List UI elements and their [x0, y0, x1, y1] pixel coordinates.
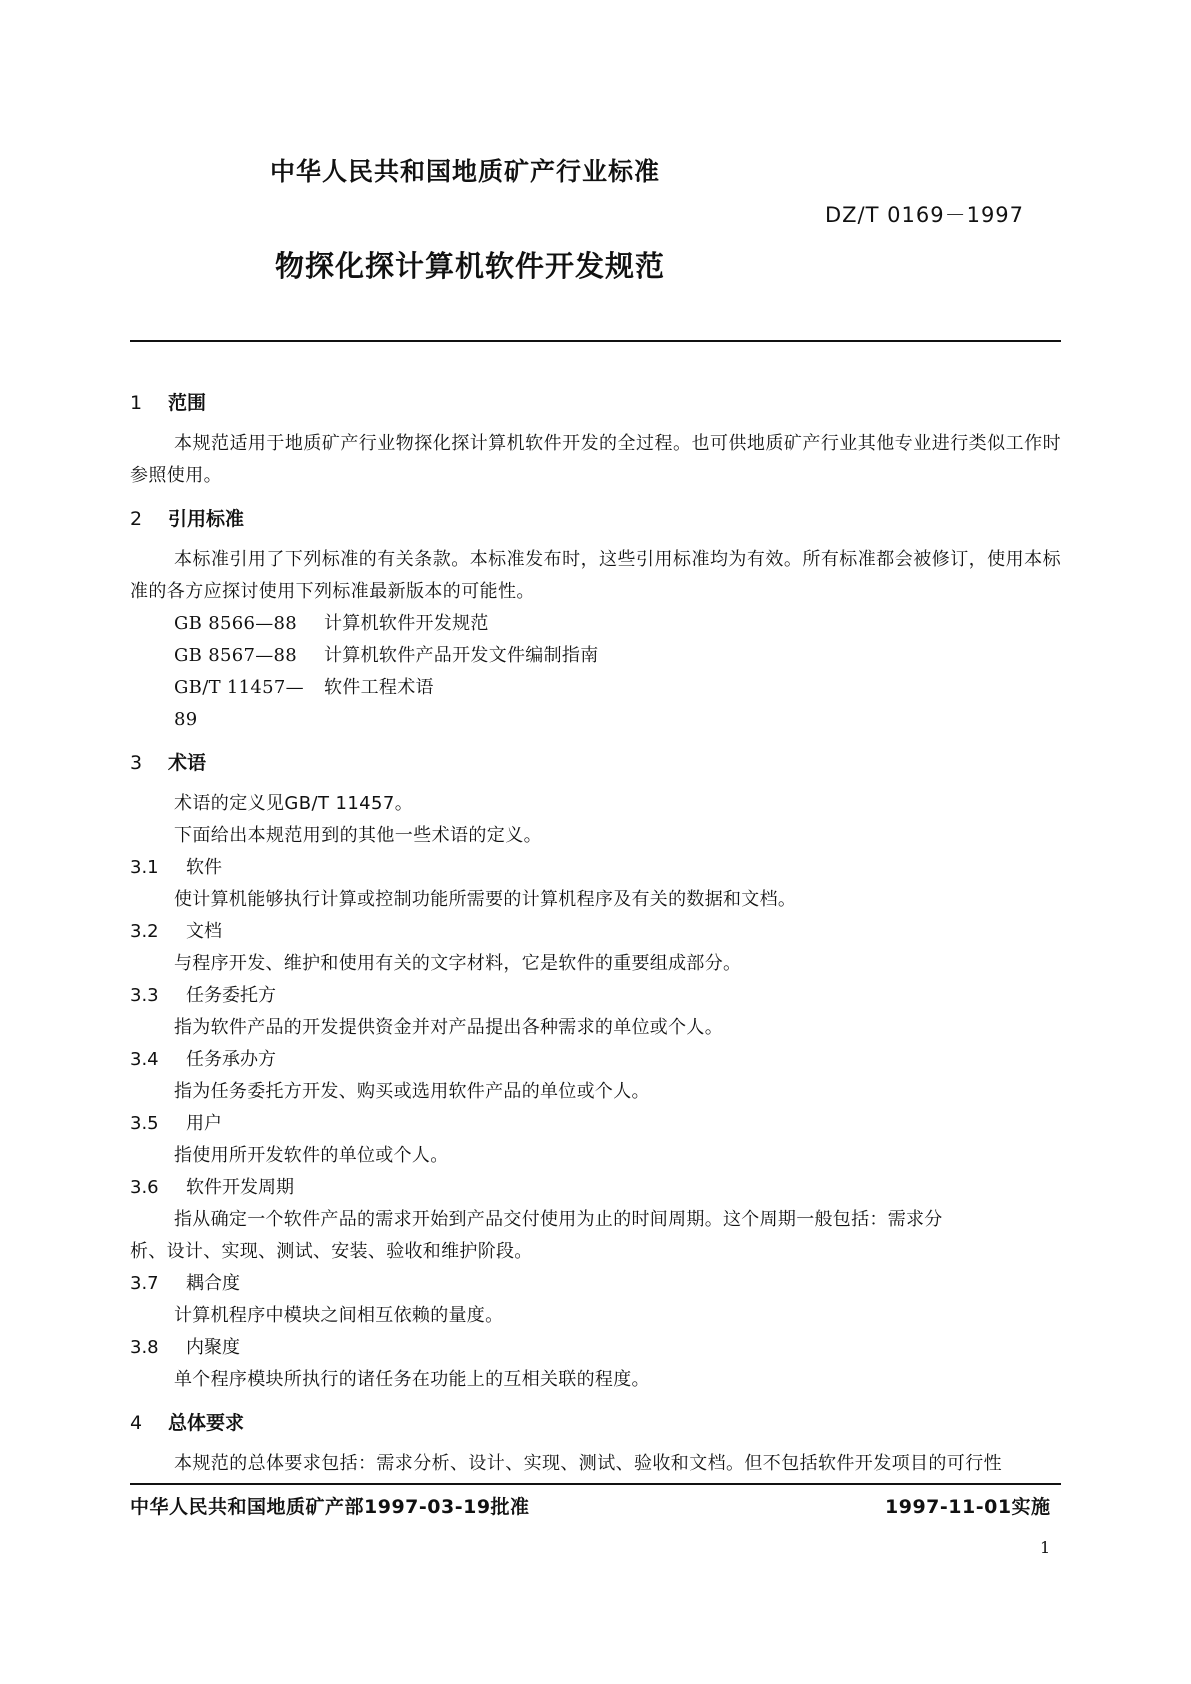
term-number: 3.6	[130, 1177, 159, 1198]
term-number: 3.5	[130, 1113, 159, 1134]
reference-name: 计算机软件产品开发文件编制指南	[324, 645, 599, 666]
section-paragraph: 本标准引用了下列标准的有关条款。本标准发布时，这些引用标准均为有效。所有标准都会被修订，使用本标准的各方应探讨使用下列标准最新版本的可能性。	[130, 549, 1061, 602]
header-divider	[130, 340, 1061, 342]
term-name: 用户	[186, 1113, 222, 1134]
term-definition-continued: 析、设计、实现、测试、安装、验收和维护阶段。	[130, 1241, 533, 1262]
reference-item	[130, 672, 1061, 736]
reference-item	[130, 608, 1061, 640]
section-number: 4	[130, 1412, 143, 1434]
reference-code: GB/T 11457—89	[174, 677, 304, 730]
page-number: 1	[1040, 1538, 1051, 1557]
term-name: 任务委托方	[186, 985, 276, 1006]
section-paragraph: 本规范的总体要求包括：需求分析、设计、实现、测试、验收和文档。但不包括软件开发项目的可行性	[174, 1453, 1002, 1474]
term-name: 软件	[186, 857, 222, 878]
term-name: 耦合度	[186, 1273, 240, 1294]
term-definition: 与程序开发、维护和使用有关的文字材料，它是软件的重要组成部分。	[174, 953, 742, 974]
document-title: 物探化探计算机软件开发规范	[275, 249, 666, 283]
section-paragraph: 下面给出本规范用到的其他一些术语的定义。	[174, 825, 542, 846]
section-paragraph: 术语的定义见GB/T 11457。	[174, 793, 414, 814]
term-definition: 指从确定一个软件产品的需求开始到产品交付使用为止的时间周期。这个周期一般包括：需求分	[174, 1209, 943, 1230]
section-title: 总体要求	[168, 1412, 245, 1434]
section-title: 范围	[168, 392, 207, 414]
standard-category: 中华人民共和国地质矿产行业标准	[270, 157, 661, 186]
term-number: 3.4	[130, 1049, 159, 1070]
term-definition: 使计算机能够执行计算或控制功能所需要的计算机程序及有关的数据和文档。	[174, 889, 797, 910]
footer-divider	[130, 1483, 1061, 1485]
approval-statement: 中华人民共和国地质矿产部1997-03-19批准	[130, 1496, 530, 1518]
reference-name: 软件工程术语	[324, 677, 434, 698]
section-number: 2	[130, 508, 143, 530]
term-name: 软件开发周期	[186, 1177, 294, 1198]
term-number: 3.3	[130, 985, 159, 1006]
reference-name: 计算机软件开发规范	[324, 613, 489, 634]
term-name: 内聚度	[186, 1337, 240, 1358]
section-heading-general-requirements	[130, 1408, 1061, 1438]
section-number: 1	[130, 392, 143, 414]
term-number: 3.8	[130, 1337, 159, 1358]
term-name: 任务承办方	[186, 1049, 276, 1070]
implementation-date: 1997-11-01实施	[885, 1496, 1051, 1518]
term-definition: 计算机程序中模块之间相互依赖的量度。	[174, 1305, 504, 1326]
section-heading-terms	[130, 748, 1061, 778]
term-heading	[130, 980, 1061, 1012]
section-title: 术语	[168, 752, 207, 774]
term-number: 3.7	[130, 1273, 159, 1294]
section-heading-scope	[130, 388, 1061, 418]
term-number: 3.1	[130, 857, 159, 878]
section-number: 3	[130, 752, 143, 774]
term-heading	[130, 916, 1061, 948]
section-heading-references	[130, 504, 1061, 534]
term-name: 文档	[186, 921, 222, 942]
reference-code: GB 8567—88	[174, 645, 298, 666]
term-heading	[130, 1108, 1061, 1140]
term-heading	[130, 1172, 1061, 1204]
term-definition: 单个程序模块所执行的诸任务在功能上的互相关联的程度。	[174, 1369, 650, 1390]
term-heading	[130, 852, 1061, 884]
term-heading	[130, 1332, 1061, 1364]
term-definition: 指为软件产品的开发提供资金并对产品提出各种需求的单位或个人。	[174, 1017, 723, 1038]
term-definition: 指为任务委托方开发、购买或选用软件产品的单位或个人。	[174, 1081, 650, 1102]
term-number: 3.2	[130, 921, 159, 942]
term-definition: 指使用所开发软件的单位或个人。	[174, 1145, 449, 1166]
section-title: 引用标准	[168, 508, 245, 530]
term-heading	[130, 1044, 1061, 1076]
document-body	[130, 388, 1061, 1480]
reference-code: GB 8566—88	[174, 613, 298, 634]
reference-item	[130, 640, 1061, 672]
term-heading	[130, 1268, 1061, 1300]
section-paragraph: 本规范适用于地质矿产行业物探化探计算机软件开发的全过程。也可供地质矿产行业其他专业进行类似工作时参照使用。	[130, 433, 1061, 486]
standard-code: DZ/T 0169－1997	[825, 203, 1025, 227]
